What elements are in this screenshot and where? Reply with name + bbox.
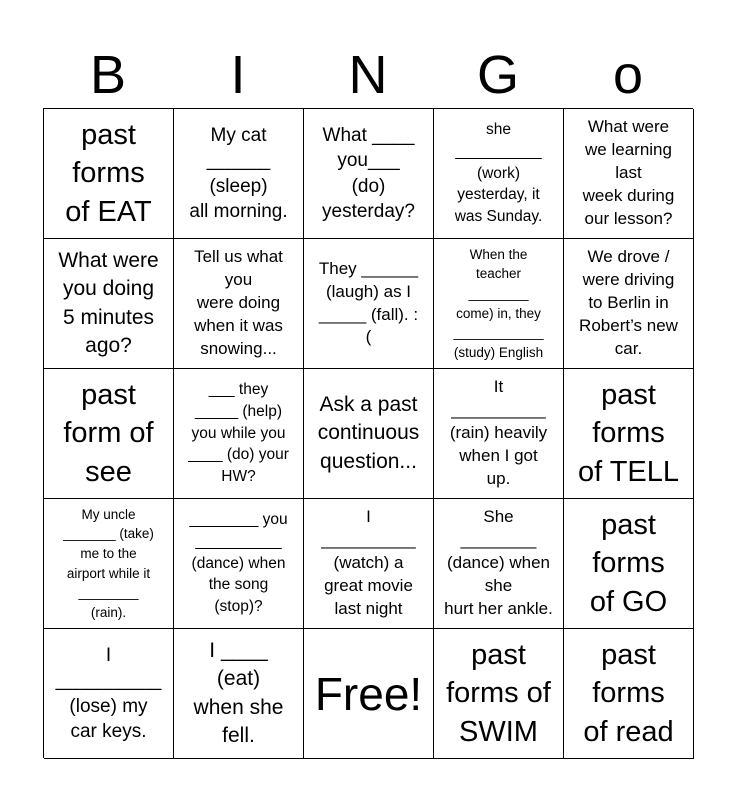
header-letter-g: G — [476, 45, 519, 105]
bingo-cell-text: Tell us what you were doing when it was snowing... — [194, 247, 283, 358]
bingo-cell-text: What were you doing 5 minutes ago? — [58, 248, 159, 357]
bingo-cell-text: My cat ______ (sleep) all morning. — [189, 124, 288, 222]
bingo-cell-text: They ______ (laugh) as I _____ (fall). : ( — [318, 258, 419, 347]
bingo-cell[interactable] — [44, 109, 174, 239]
bingo-cell[interactable] — [174, 499, 304, 629]
bingo-cell[interactable] — [44, 369, 174, 499]
bingo-cell-text: Ask a past continuous question... — [317, 392, 420, 473]
bingo-cell-text: past forms of TELL — [577, 379, 680, 488]
bingo-cell-text: ___ they _____ (help) you while you ____ (do) your HW? — [188, 381, 289, 486]
bingo-header — [43, 44, 693, 106]
bingo-cell[interactable] — [434, 629, 564, 759]
bingo-cell[interactable] — [304, 499, 434, 629]
bingo-cell-text: I ____ (eat) when she fell. — [193, 638, 284, 747]
bingo-cell[interactable] — [174, 629, 304, 759]
bingo-cell[interactable] — [434, 239, 564, 369]
bingo-cell[interactable] — [434, 369, 564, 499]
bingo-cell[interactable] — [174, 239, 304, 369]
bingo-cell-text: When the teacher ________ come) in, they ____________ (study) English — [453, 246, 544, 360]
header-letter-b: B — [89, 45, 127, 105]
bingo-cell[interactable] — [44, 629, 174, 759]
bingo-cell[interactable] — [44, 499, 174, 629]
bingo-cell-text: she __________ (work) yesterday, it was Sunday. — [454, 121, 543, 226]
bingo-grid — [43, 108, 693, 758]
bingo-cell[interactable] — [564, 629, 694, 759]
header-letter-o: o — [612, 45, 644, 105]
bingo-cell[interactable] — [304, 369, 434, 499]
bingo-cell[interactable] — [564, 109, 694, 239]
bingo-cell-text: past forms of EAT — [65, 119, 152, 228]
bingo-cell-text: past forms of SWIM — [446, 639, 551, 748]
bingo-cell[interactable] — [174, 109, 304, 239]
bingo-cell-text: What ____ you___ (do) yesterday? — [322, 124, 415, 222]
bingo-cell[interactable] — [564, 239, 694, 369]
free-cell[interactable] — [304, 629, 434, 759]
bingo-cell[interactable] — [174, 369, 304, 499]
bingo-cell-text: past form of see — [63, 379, 154, 488]
bingo-cell-text: past forms of read — [583, 639, 674, 748]
bingo-cell-text: Free! — [314, 667, 423, 720]
bingo-cell[interactable] — [434, 499, 564, 629]
header-letter-n: N — [348, 45, 388, 105]
bingo-cell-text: past forms of GO — [589, 509, 668, 618]
bingo-cell-text: It __________ (rain) heavily when I got up. — [449, 377, 548, 488]
bingo-cell-text: What were we learning last week during our lesson? — [582, 117, 675, 228]
bingo-cell[interactable] — [304, 109, 434, 239]
bingo-cell[interactable] — [304, 239, 434, 369]
bingo-cell-text: I __________ (lose) my car keys. — [55, 644, 162, 742]
bingo-cell[interactable] — [564, 369, 694, 499]
bingo-cell-text: ________ you __________ (dance) when the song (stop)? — [189, 511, 288, 616]
bingo-cell[interactable] — [44, 239, 174, 369]
bingo-cell-text: We drove / were driving to Berlin in Robert’s new car. — [579, 247, 678, 358]
bingo-cell-text: I __________ (watch) a great movie last night — [321, 507, 416, 618]
header-letter-i: I — [230, 45, 246, 105]
bingo-cell[interactable] — [434, 109, 564, 239]
bingo-cell-text: She ________ (dance) when she hurt her ankle. — [444, 507, 553, 618]
bingo-cell-text: My uncle _______ (take) me to the airport while it ________ (rain). — [63, 506, 154, 620]
bingo-cell[interactable] — [564, 499, 694, 629]
